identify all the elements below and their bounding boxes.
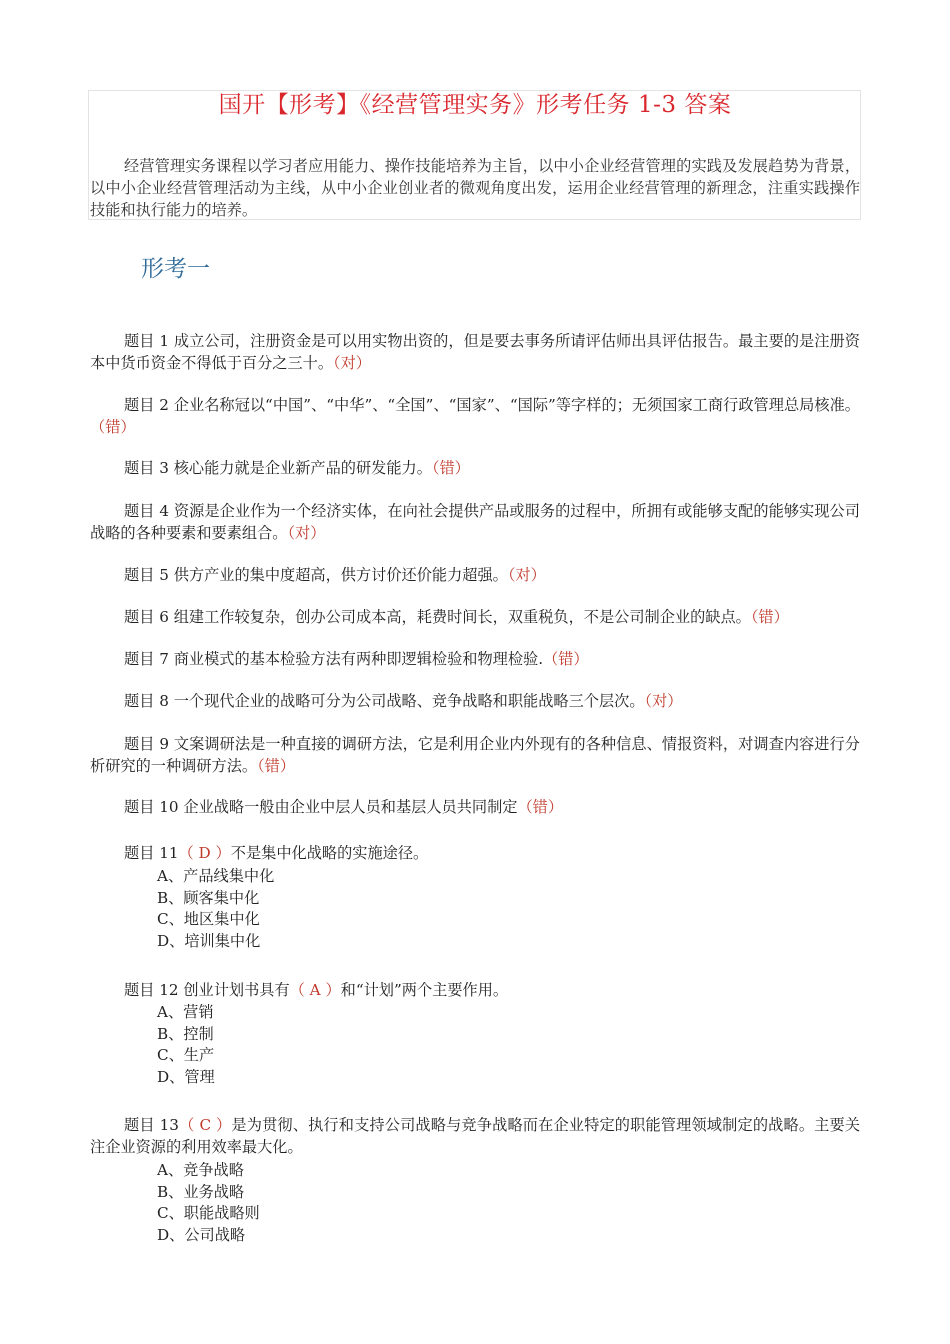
option-d: D、公司战略: [157, 1225, 246, 1244]
options-list-12: [157, 1002, 215, 1088]
question-suffix: 和“计划”两个主要作用。: [340, 981, 509, 999]
question-text: 题目 9 文案调研法是一种直接的调研方法，它是利用企业内外现有的各种信息、情报资料，对调查内容进行分析研究的一种调研方法。: [90, 735, 860, 775]
question-answer: （错）: [750, 608, 789, 626]
question-answer: （对）: [333, 354, 371, 372]
options-list-13: [157, 1160, 260, 1246]
question-text: 题目 3 核心能力就是企业新产品的研发能力。: [124, 459, 432, 477]
question-answer: （对）: [644, 692, 683, 710]
option-c: C、职能战略则: [157, 1204, 260, 1222]
question-answer: （对）: [507, 566, 546, 584]
answer-blank: （ C ）: [178, 1116, 232, 1134]
option-b: B、业务战略: [157, 1182, 245, 1201]
question-text: 题目 10 企业战略一般由企业中层人员和基层人员共同制定: [124, 798, 518, 816]
title-main: 《经营管理实务》形考任务 1-3 答案: [359, 92, 732, 118]
question-prefix: 题目 13: [124, 1116, 179, 1134]
question-2: [90, 394, 860, 438]
question-10: [90, 796, 860, 818]
question-answer: （错）: [90, 418, 136, 436]
question-text: 题目 1 成立公司，注册资金是可以用实物出资的，但是要去事务所请评估师出具评估报告。最主要的是注册资本中货币资金不得低于百分之三十。: [90, 332, 860, 372]
answer-blank: （ A ）: [289, 981, 341, 999]
option-c: C、生产: [157, 1046, 215, 1064]
options-list-11: [157, 866, 274, 952]
document-title: [0, 86, 950, 119]
title-prefix: 国开【形考】: [218, 92, 360, 118]
option-a: A、竞争战略: [157, 1161, 244, 1179]
question-suffix: 是为贯彻、执行和支持公司战略与竞争战略而在企业特定的职能管理领域制定的战略。主要关注企业资源的利用效率最大化。: [90, 1116, 861, 1156]
choice-question-13: [90, 1114, 860, 1158]
question-answer: （错）: [431, 459, 470, 477]
option-d: D、培训集中化: [157, 931, 261, 950]
question-text: 题目 2 企业名称冠以“中国”、“中华”、“全国”、“国家”、“国际”等字样的；无须国家工商行政管理总局核准。: [124, 396, 860, 414]
question-answer: （错）: [543, 650, 589, 668]
question-prefix: 题目 12 创业计划书具有: [124, 981, 290, 999]
question-text: 题目 6 组建工作较复杂，创办公司成本高，耗费时间长，双重税负，不是公司制企业的缺点。: [124, 608, 751, 626]
question-suffix: 不是集中化战略的实施途径。: [230, 844, 429, 862]
choice-question-11: [90, 842, 860, 864]
question-4: [90, 500, 860, 544]
section-heading: 形考一: [141, 256, 210, 282]
question-answer: （错）: [517, 798, 564, 816]
question-3: [90, 457, 860, 479]
question-text: 题目 5 供方产业的集中度超高，供方讨价还价能力超强。: [124, 566, 508, 584]
question-text: 题目 8 一个现代企业的战略可分为公司战略、竞争战略和职能战略三个层次。: [124, 692, 645, 710]
question-5: [90, 564, 860, 586]
question-9: [90, 733, 860, 777]
question-prefix: 题目 11: [124, 844, 179, 862]
question-7: [90, 648, 860, 670]
option-b: B、控制: [157, 1024, 214, 1043]
question-answer: （错）: [257, 757, 296, 775]
question-1: [90, 330, 860, 374]
option-c: C、地区集中化: [157, 910, 260, 928]
option-a: A、营销: [157, 1003, 214, 1021]
answer-blank: （ D ）: [178, 844, 231, 862]
choice-question-12: [90, 979, 860, 1001]
question-text: 题目 4 资源是企业作为一个经济实体，在向社会提供产品或服务的过程中，所拥有或能够支配的能够实现公司战略的各种要素和要素组合。: [90, 502, 860, 542]
question-6: [90, 606, 860, 628]
option-d: D、管理: [157, 1067, 215, 1086]
question-text: 题目 7 商业模式的基本检验方法有两种即逻辑检验和物理检验.: [124, 650, 544, 668]
option-b: B、顾客集中化: [157, 888, 260, 907]
question-answer: （对）: [287, 524, 326, 542]
option-a: A、产品线集中化: [157, 867, 275, 885]
question-8: [90, 690, 860, 712]
course-intro: 经营管理实务课程以学习者应用能力、操作技能培养为主旨，以中小企业经营管理的实践及发展趋势为背景，以中小企业经营管理活动为主线，从中小企业创业者的微观角度出发，运用企业经营管理的新理念，注重实践操作技能和执行能力的培养。: [90, 157, 860, 219]
